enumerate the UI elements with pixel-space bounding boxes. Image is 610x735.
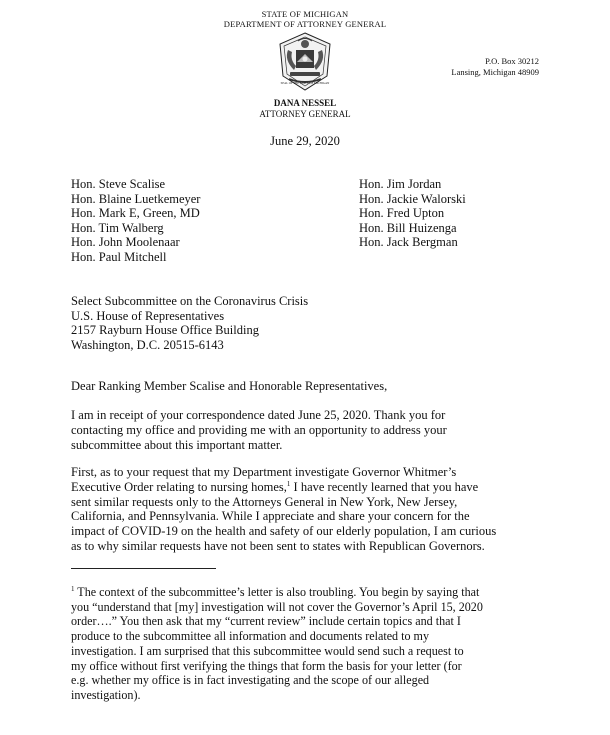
footnote-reference[interactable]: 1 [286, 479, 291, 488]
letterhead-department: DEPARTMENT OF ATTORNEY GENERAL [223, 19, 387, 29]
address-line: Washington, D.C. 20515-6143 [71, 337, 224, 352]
recipients-left [71, 177, 200, 265]
recipient: Hon. Mark E, Green, MD [71, 206, 200, 221]
footnote-line: produce to the subcommittee all information and documents related to my [71, 629, 430, 644]
address-line: 2157 Rayburn House Office Building [71, 323, 259, 338]
recipient: Hon. John Moolenaar [71, 235, 180, 250]
footnote-text: The context of the subcommittee’s letter is also troubling. You begin by saying that [74, 585, 480, 599]
address-block [71, 294, 308, 352]
recipient: Hon. Fred Upton [359, 206, 445, 221]
city-zip: Lansing, Michigan 48909 [451, 67, 539, 77]
state-seal-icon [276, 32, 334, 92]
paragraph-line: subcommittee about this important matter. [71, 437, 283, 452]
paragraph-line: sent similar requests only to the Attorneys General in New York, New Jersey, [71, 494, 458, 509]
recipient: Hon. Steve Scalise [71, 177, 166, 191]
letter-date: June 29, 2020 [270, 134, 340, 148]
po-box: P.O. Box 30212 [485, 56, 539, 66]
recipient: Hon. Blaine Luetkemeyer [71, 191, 201, 206]
paragraph-2 [71, 465, 496, 554]
ag-name: DANA NESSEL [273, 98, 337, 108]
recipient: Hon. Tim Walberg [71, 220, 164, 235]
recipient: Hon. Paul Mitchell [71, 249, 167, 264]
paragraph-text: I have recently learned that you have [290, 479, 479, 494]
salutation: Dear Ranking Member Scalise and Honorable Representatives, [71, 379, 388, 393]
footnote-line: my office without first verifying the things that form the basis for your letter (for [71, 658, 462, 673]
footnote-line: order….” You then ask that my “current review” include certain topics and that I [71, 614, 461, 629]
footnote-marker: 1 [71, 584, 75, 593]
footnote [71, 585, 483, 703]
recipient: Hon. Bill Huizenga [359, 220, 457, 235]
ag-title: ATTORNEY GENERAL [259, 109, 351, 119]
paragraph-text: Executive Order relating to nursing homes, [71, 479, 287, 494]
paragraph-line: I am in receipt of your correspondence dated June 25, 2020. Thank you for [71, 408, 446, 422]
letterhead-state: STATE OF MICHIGAN [261, 9, 349, 19]
paragraph-line: First, as to your request that my Department investigate Governor Whitmer’s [71, 465, 457, 479]
footnote-separator [71, 568, 216, 569]
recipients-right [359, 177, 466, 250]
footnote-line [71, 585, 483, 600]
footnote-line: e.g. whether my office is in fact investigating and the scope of our alleged [71, 673, 430, 688]
seal-text: SEAL OF THE STATE OF MICHIGAN [280, 81, 330, 85]
paragraph-line: impact of COVID-19 on the health and safety of our elderly population, I am curious [71, 524, 497, 539]
footnote-line: investigation). [71, 687, 141, 702]
footnote-line: investigation. I am surprised that this subcommittee would send such a request to [71, 643, 464, 658]
recipient: Hon. Jim Jordan [359, 177, 442, 191]
footnote-line: you “understand that [my] investigation will not cover the Governor’s April 15, 2020 [71, 599, 483, 614]
paragraph-line: as to why similar requests have not been sent to states with Republican Governors. [71, 538, 485, 553]
paragraph-1 [71, 408, 447, 452]
paragraph-line: contacting my office and providing me with an opportunity to address your [71, 422, 447, 437]
address-line: Select Subcommittee on the Coronavirus Crisis [71, 294, 309, 308]
paragraph-line: California, and Pennsylvania. While I appreciate and share your concern for the [71, 509, 470, 524]
address-line: U.S. House of Representatives [71, 308, 225, 323]
paragraph-line [71, 480, 496, 495]
recipient: Hon. Jackie Walorski [359, 191, 466, 206]
recipient: Hon. Jack Bergman [359, 235, 458, 250]
